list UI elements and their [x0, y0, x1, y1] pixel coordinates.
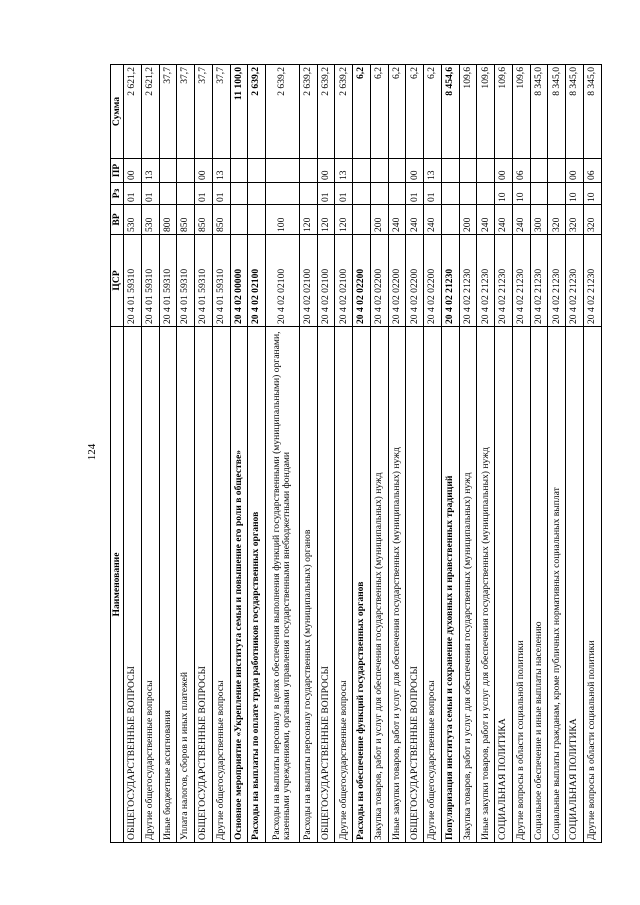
header-rz: Рз: [111, 183, 124, 205]
cell-name: Основное мероприятие «Укрепление института семьи и повышение его роли в обществе»: [230, 327, 248, 843]
cell-pr: [353, 159, 371, 183]
cell-csr: 20 4 02 02200: [424, 235, 442, 327]
cell-sum: 2 639,2: [317, 65, 335, 159]
cell-rz: [388, 183, 406, 205]
cell-sum: 109,6: [459, 65, 477, 159]
cell-sum: 2 621,2: [124, 65, 142, 159]
cell-sum: 37,7: [177, 65, 195, 159]
cell-sum: 6,2: [406, 65, 424, 159]
cell-vr: 240: [388, 205, 406, 235]
cell-rz: 01: [212, 183, 230, 205]
cell-pr: [370, 159, 388, 183]
table-row: [177, 65, 195, 843]
cell-csr: 20 4 02 00000: [230, 235, 248, 327]
cell-sum: 37,7: [212, 65, 230, 159]
cell-vr: 530: [124, 205, 142, 235]
cell-sum: 6,2: [388, 65, 406, 159]
cell-csr: 20 4 02 21230: [512, 235, 530, 327]
table-row: [335, 65, 353, 843]
cell-name: ОБЩЕГОСУДАРСТВЕННЫЕ ВОПРОСЫ: [317, 327, 335, 843]
cell-rz: 10: [495, 183, 513, 205]
table-row: [266, 65, 300, 843]
cell-pr: [388, 159, 406, 183]
table-row: [441, 65, 459, 843]
cell-pr: [266, 159, 300, 183]
cell-sum: 37,7: [159, 65, 177, 159]
cell-csr: 20 4 01 59310: [124, 235, 142, 327]
cell-name: Другие вопросы в области социальной политики: [583, 327, 601, 843]
cell-sum: 8 454,6: [441, 65, 459, 159]
cell-sum: 2 621,2: [141, 65, 159, 159]
cell-sum: 8 345,0: [566, 65, 584, 159]
table-row: [530, 65, 548, 843]
cell-vr: 120: [317, 205, 335, 235]
cell-csr: 20 4 02 02200: [406, 235, 424, 327]
cell-vr: 800: [159, 205, 177, 235]
table-row: [495, 65, 513, 843]
cell-csr: 20 4 02 02200: [353, 235, 371, 327]
cell-vr: 100: [266, 205, 300, 235]
cell-rz: [159, 183, 177, 205]
table-row: [124, 65, 142, 843]
cell-sum: 6,2: [353, 65, 371, 159]
table-header-row: [111, 65, 124, 843]
table-row: [212, 65, 230, 843]
cell-vr: 850: [195, 205, 213, 235]
cell-pr: 13: [141, 159, 159, 183]
cell-vr: 320: [548, 205, 566, 235]
cell-pr: [459, 159, 477, 183]
cell-vr: 240: [495, 205, 513, 235]
table-row: [299, 65, 317, 843]
cell-vr: 120: [299, 205, 317, 235]
cell-csr: 20 4 02 21230: [441, 235, 459, 327]
cell-pr: 00: [495, 159, 513, 183]
header-sum: Сумма: [111, 65, 124, 159]
cell-rz: [530, 183, 548, 205]
cell-name: Другие общегосударственные вопросы: [424, 327, 442, 843]
table-row: [388, 65, 406, 843]
cell-pr: 00: [317, 159, 335, 183]
cell-name: Закупка товаров, работ и услуг для обеспечения государственных (муниципальных) нужд: [459, 327, 477, 843]
cell-name: Социальные выплаты гражданам, кроме публичных нормативных социальных выплат: [548, 327, 566, 843]
cell-name: Другие общегосударственные вопросы: [212, 327, 230, 843]
cell-pr: 00: [566, 159, 584, 183]
cell-name: ОБЩЕГОСУДАРСТВЕННЫЕ ВОПРОСЫ: [124, 327, 142, 843]
cell-rz: [477, 183, 495, 205]
cell-csr: 20 4 01 59310: [159, 235, 177, 327]
table-row: [248, 65, 266, 843]
cell-pr: [230, 159, 248, 183]
cell-vr: 320: [583, 205, 601, 235]
cell-csr: 20 4 02 21230: [459, 235, 477, 327]
cell-vr: 240: [512, 205, 530, 235]
cell-name: ОБЩЕГОСУДАРСТВЕННЫЕ ВОПРОСЫ: [406, 327, 424, 843]
cell-rz: [177, 183, 195, 205]
cell-pr: [477, 159, 495, 183]
cell-pr: [441, 159, 459, 183]
cell-sum: 6,2: [370, 65, 388, 159]
table-body: [124, 65, 602, 843]
cell-vr: 530: [141, 205, 159, 235]
table-row: [195, 65, 213, 843]
table-row: [230, 65, 248, 843]
cell-sum: 109,6: [495, 65, 513, 159]
cell-rz: [441, 183, 459, 205]
cell-pr: 06: [583, 159, 601, 183]
header-pr: ПР: [111, 159, 124, 183]
cell-csr: 20 4 02 21230: [495, 235, 513, 327]
header-name: Наименование: [111, 327, 124, 843]
cell-pr: 13: [424, 159, 442, 183]
cell-name: Другие общегосударственные вопросы: [141, 327, 159, 843]
cell-sum: 8 345,0: [548, 65, 566, 159]
cell-name: Расходы на выплаты персоналу государственных (муниципальных) органов: [299, 327, 317, 843]
cell-csr: 20 4 02 02100: [299, 235, 317, 327]
cell-rz: 10: [583, 183, 601, 205]
cell-pr: [548, 159, 566, 183]
cell-rz: [370, 183, 388, 205]
cell-rz: [248, 183, 266, 205]
table-row: [459, 65, 477, 843]
cell-pr: [159, 159, 177, 183]
table-row: [477, 65, 495, 843]
cell-sum: 11 100,0: [230, 65, 248, 159]
cell-name: СОЦИАЛЬНАЯ ПОЛИТИКА: [495, 327, 513, 843]
table-row: [512, 65, 530, 843]
cell-rz: [548, 183, 566, 205]
cell-pr: [530, 159, 548, 183]
cell-sum: 37,7: [195, 65, 213, 159]
cell-csr: 20 4 02 02200: [388, 235, 406, 327]
budget-table: [110, 64, 602, 843]
cell-rz: 01: [406, 183, 424, 205]
cell-csr: 20 4 02 02200: [370, 235, 388, 327]
cell-csr: 20 4 02 02100: [248, 235, 266, 327]
cell-rz: 01: [124, 183, 142, 205]
cell-sum: 109,6: [477, 65, 495, 159]
cell-sum: 109,6: [512, 65, 530, 159]
cell-csr: 20 4 02 21230: [477, 235, 495, 327]
cell-vr: 200: [370, 205, 388, 235]
cell-rz: 01: [195, 183, 213, 205]
cell-sum: 6,2: [424, 65, 442, 159]
cell-vr: 320: [566, 205, 584, 235]
cell-csr: 20 4 02 21230: [530, 235, 548, 327]
cell-pr: 13: [212, 159, 230, 183]
cell-rz: [459, 183, 477, 205]
header-vr: ВР: [111, 205, 124, 235]
cell-pr: [177, 159, 195, 183]
cell-rz: [299, 183, 317, 205]
cell-vr: 120: [335, 205, 353, 235]
cell-vr: 850: [177, 205, 195, 235]
cell-rz: 01: [424, 183, 442, 205]
cell-vr: 240: [477, 205, 495, 235]
cell-csr: 20 4 01 59310: [212, 235, 230, 327]
cell-pr: 13: [335, 159, 353, 183]
cell-pr: 00: [195, 159, 213, 183]
cell-vr: [441, 205, 459, 235]
cell-sum: 2 639,2: [248, 65, 266, 159]
cell-vr: 240: [424, 205, 442, 235]
cell-csr: 20 4 01 59310: [195, 235, 213, 327]
cell-csr: 20 4 02 02100: [335, 235, 353, 327]
cell-name: Другие вопросы в области социальной политики: [512, 327, 530, 843]
cell-pr: 00: [124, 159, 142, 183]
cell-name: Иные бюджетные ассигнования: [159, 327, 177, 843]
cell-name: ОБЩЕГОСУДАРСТВЕННЫЕ ВОПРОСЫ: [195, 327, 213, 843]
table-row: [370, 65, 388, 843]
cell-name: Расходы на выплаты по оплате труда работников государственных органов: [248, 327, 266, 843]
table-row: [317, 65, 335, 843]
cell-csr: 20 4 01 59310: [141, 235, 159, 327]
cell-vr: 300: [530, 205, 548, 235]
table-row: [566, 65, 584, 843]
page-number: 124: [86, 443, 98, 461]
cell-name: Другие общегосударственные вопросы: [335, 327, 353, 843]
cell-csr: 20 4 02 21230: [548, 235, 566, 327]
cell-sum: 8 345,0: [583, 65, 601, 159]
cell-sum: 2 639,2: [299, 65, 317, 159]
cell-name: Иные закупки товаров, работ и услуг для обеспечения государственных (муниципальных) нужд: [388, 327, 406, 843]
cell-pr: 06: [512, 159, 530, 183]
cell-rz: [266, 183, 300, 205]
table-row: [353, 65, 371, 843]
cell-name: Расходы на обеспечение функций государственных органов: [353, 327, 371, 843]
cell-rz: 01: [141, 183, 159, 205]
cell-rz: 10: [566, 183, 584, 205]
cell-rz: [230, 183, 248, 205]
cell-vr: [230, 205, 248, 235]
cell-rz: 01: [317, 183, 335, 205]
header-csr: ЦСР: [111, 235, 124, 327]
table-row: [159, 65, 177, 843]
table-row: [548, 65, 566, 843]
table-row: [424, 65, 442, 843]
cell-pr: [299, 159, 317, 183]
cell-name: СОЦИАЛЬНАЯ ПОЛИТИКА: [566, 327, 584, 843]
cell-sum: 2 639,2: [266, 65, 300, 159]
cell-csr: 20 4 01 59310: [177, 235, 195, 327]
cell-sum: 2 639,2: [335, 65, 353, 159]
table-row: [141, 65, 159, 843]
cell-csr: 20 4 02 02100: [266, 235, 300, 327]
cell-csr: 20 4 02 02100: [317, 235, 335, 327]
cell-vr: 240: [406, 205, 424, 235]
cell-rz: 10: [512, 183, 530, 205]
cell-name: Популяризация института семьи и сохранение духовных и нравственных традиций: [441, 327, 459, 843]
cell-name: Социальное обеспечение и иные выплаты населению: [530, 327, 548, 843]
cell-pr: [248, 159, 266, 183]
table-row: [406, 65, 424, 843]
cell-csr: 20 4 02 21230: [566, 235, 584, 327]
table-row: [583, 65, 601, 843]
cell-name: Иные закупки товаров, работ и услуг для обеспечения государственных (муниципальных) нужд: [477, 327, 495, 843]
cell-csr: 20 4 02 21230: [583, 235, 601, 327]
cell-name: Закупка товаров, работ и услуг для обеспечения государственных (муниципальных) нужд: [370, 327, 388, 843]
cell-vr: [353, 205, 371, 235]
cell-vr: 200: [459, 205, 477, 235]
cell-name: Уплата налогов, сборов и иных платежей: [177, 327, 195, 843]
cell-name: Расходы на выплаты персоналу в целях обеспечения выполнения функций государственными (муниципальными) органами, казенными учреждениями, органами управления государственными внебюджетными фондами: [266, 327, 300, 843]
cell-rz: [353, 183, 371, 205]
rotated-page-content: [110, 65, 602, 843]
cell-vr: [248, 205, 266, 235]
cell-pr: 00: [406, 159, 424, 183]
cell-sum: 8 345,0: [530, 65, 548, 159]
cell-rz: 01: [335, 183, 353, 205]
cell-vr: 850: [212, 205, 230, 235]
